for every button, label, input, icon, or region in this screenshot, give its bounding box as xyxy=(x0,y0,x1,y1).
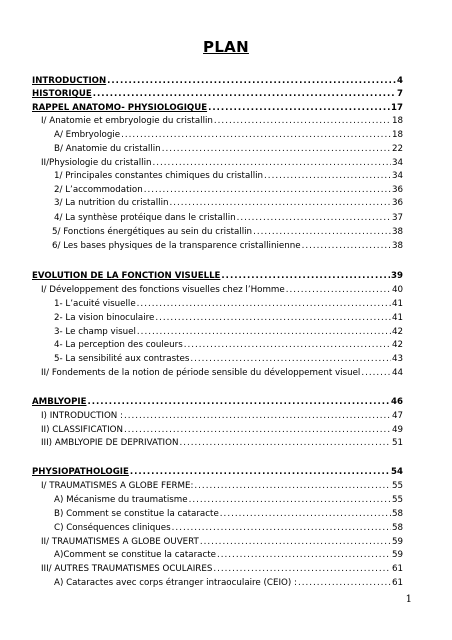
toc-entry-label: I) INTRODUCTION : xyxy=(41,411,123,421)
toc-entry-page: 36 xyxy=(391,185,403,195)
dot-leader xyxy=(237,212,391,224)
toc-entry xyxy=(54,143,403,155)
toc-entry-page: 44 xyxy=(391,368,403,378)
toc-entry-label: III/ AUTRES TRAUMATISMES OCULAIRES xyxy=(41,564,213,574)
dot-leader xyxy=(93,88,396,100)
toc-entry-page: 39 xyxy=(391,271,403,281)
toc-entry-label: 2- La vision binoculaire xyxy=(54,313,155,323)
dot-leader xyxy=(170,197,391,209)
toc-section xyxy=(32,102,403,114)
dot-leader xyxy=(130,466,390,478)
toc-entry-page: 55 xyxy=(391,495,403,505)
toc-entry xyxy=(41,536,403,548)
toc-entry-page: 58 xyxy=(391,523,403,533)
toc-entry-label: A/ Embryologie xyxy=(54,130,121,140)
toc-entry-page: 36 xyxy=(391,198,403,208)
toc-entry xyxy=(54,353,403,365)
dot-leader xyxy=(153,157,391,169)
toc-entry-page: 4 xyxy=(397,76,403,86)
toc-entry xyxy=(41,563,403,575)
toc-entry xyxy=(54,577,403,589)
toc-entry-label: 5/ Fonctions énergétiques au sein du cristallin xyxy=(52,227,253,237)
toc-entry-label: EVOLUTION DE LA FONCTION VISUELLE xyxy=(32,271,221,281)
dot-leader xyxy=(200,536,391,548)
toc-entry-label: HISTORIQUE xyxy=(32,89,92,99)
toc-entry-label: 5- La sensibilité aux contrastes xyxy=(54,354,190,364)
toc-entry-page: 18 xyxy=(391,130,403,140)
toc-entry-label: 1- L’acuité visuelle xyxy=(54,299,136,309)
dot-leader xyxy=(124,424,391,436)
page-number: 1 xyxy=(405,594,412,605)
dot-leader xyxy=(221,270,390,282)
toc-entry-page: 43 xyxy=(391,354,403,364)
toc-entry-page: 42 xyxy=(391,340,403,350)
toc-entry xyxy=(41,437,403,449)
dot-leader xyxy=(155,312,391,324)
toc-entry xyxy=(52,226,403,238)
toc-section xyxy=(32,75,403,87)
toc-entry xyxy=(41,480,403,492)
toc-entry-page: 42 xyxy=(391,327,403,337)
dot-leader xyxy=(361,367,391,379)
toc-entry-label: II/ Fondements de la notion de période sensible du développement visuel xyxy=(41,368,361,378)
toc-entry-page: 34 xyxy=(391,171,403,181)
dot-leader xyxy=(107,75,396,87)
toc-entry-label: INTRODUCTION xyxy=(32,76,107,86)
toc-entry-page: 17 xyxy=(391,103,403,113)
toc-entry-page: 34 xyxy=(391,158,403,168)
dot-leader xyxy=(214,115,391,127)
toc-entry xyxy=(54,212,403,224)
toc-entry xyxy=(54,339,403,351)
toc-entry xyxy=(54,184,403,196)
dot-leader xyxy=(137,298,391,310)
toc-section xyxy=(32,396,403,408)
dot-leader xyxy=(208,102,390,114)
toc-entry-page: 46 xyxy=(391,397,403,407)
toc-entry-page: 61 xyxy=(391,564,403,574)
toc-entry xyxy=(52,240,403,252)
dot-leader xyxy=(253,226,391,238)
toc-entry-label: C) Conséquences cliniques xyxy=(54,523,171,533)
dot-leader xyxy=(264,170,391,182)
toc-entry-label: 1/ Principales constantes chimiques du cristallin xyxy=(54,171,264,181)
toc-entry-label: RAPPEL ANATOMO- PHYSIOLOGIQUE xyxy=(32,103,208,113)
toc-entry xyxy=(41,284,403,296)
toc-entry xyxy=(54,129,403,141)
toc-entry xyxy=(54,197,403,209)
toc-entry-page: 41 xyxy=(391,313,403,323)
toc-entry-page: 38 xyxy=(391,227,403,237)
toc-section xyxy=(32,466,403,478)
toc-entry-label: 4- La perception des couleurs xyxy=(54,340,183,350)
toc-entry-page: 7 xyxy=(397,89,403,99)
toc-entry-page: 18 xyxy=(391,116,403,126)
dot-leader xyxy=(179,437,390,449)
toc-entry-label: PHYSIOPATHOLOGIE xyxy=(32,467,129,477)
toc-entry-page: 59 xyxy=(391,537,403,547)
toc-entry-label: I/ Anatomie et embryologie du cristallin xyxy=(41,116,213,126)
toc-entry-page: 37 xyxy=(391,213,403,223)
toc-entry-label: A)Comment se constitue la cataracte xyxy=(54,550,217,560)
toc-entry xyxy=(41,410,403,422)
toc-entry xyxy=(54,326,403,338)
dot-leader xyxy=(189,494,391,506)
toc-entry-label: 4/ La synthèse protéique dans le cristallin xyxy=(54,213,236,223)
toc-entry-label: B) Comment se constitue la cataracte xyxy=(54,509,219,519)
dot-leader xyxy=(144,184,391,196)
dot-leader xyxy=(302,240,391,252)
toc-section xyxy=(32,88,403,100)
dot-leader xyxy=(298,577,391,589)
toc-entry xyxy=(54,298,403,310)
toc-entry xyxy=(54,522,403,534)
toc-entry-page: 38 xyxy=(391,241,403,251)
toc-entry-label: III) AMBLYOPIE DE DEPRIVATION xyxy=(41,438,179,448)
toc-entry-label: II/Physiologie du cristallin xyxy=(41,158,152,168)
dot-leader xyxy=(217,549,391,561)
toc-entry-page: 40 xyxy=(391,285,403,295)
toc-entry-page: 61 xyxy=(391,578,403,588)
toc-entry-page: 59 xyxy=(391,550,403,560)
toc-entry-label: I/ Développement des fonctions visuelles chez l’Homme xyxy=(41,285,285,295)
dot-leader xyxy=(87,396,390,408)
toc-entry-page: 49 xyxy=(391,425,403,435)
toc-entry xyxy=(41,157,403,169)
dot-leader xyxy=(184,339,391,351)
dot-leader xyxy=(194,480,391,492)
toc-entry-page: 22 xyxy=(391,144,403,154)
toc-entry-label: 3/ La nutrition du cristallin xyxy=(54,198,169,208)
toc-entry xyxy=(41,367,403,379)
page-title: PLAN xyxy=(203,38,249,56)
dot-leader xyxy=(213,563,391,575)
toc-entry xyxy=(54,494,403,506)
toc-section xyxy=(32,270,403,282)
toc-entry xyxy=(54,312,403,324)
toc-entry-label: B/ Anatomie du cristallin xyxy=(54,144,161,154)
toc-entry-page: 51 xyxy=(391,438,403,448)
toc-entry-label: 3- Le champ visuel xyxy=(54,327,136,337)
dot-leader xyxy=(121,129,391,141)
toc-entry-page: 41 xyxy=(391,299,403,309)
dot-leader xyxy=(190,353,391,365)
toc-entry-page: 58 xyxy=(391,509,403,519)
toc-entry xyxy=(41,115,403,127)
toc-entry-label: I/ TRAUMATISMES A GLOBE FERME: xyxy=(41,481,194,491)
toc-entry-label: A) Cataractes avec corps étranger intraoculaire (CEIO) : xyxy=(54,578,297,588)
toc-entry-label: II) CLASSIFICATION xyxy=(41,425,124,435)
toc-entry xyxy=(54,508,403,520)
toc-entry-label: 6/ Les bases physiques de la transparence cristallinienne xyxy=(52,241,301,251)
toc-entry-page: 47 xyxy=(391,411,403,421)
dot-leader xyxy=(162,143,391,155)
toc-entry-page: 54 xyxy=(391,467,403,477)
toc-entry-page: 55 xyxy=(391,481,403,491)
toc-entry-label: II/ TRAUMATISMES A GLOBE OUVERT xyxy=(41,537,199,547)
dot-leader xyxy=(124,410,391,422)
dot-leader xyxy=(220,508,391,520)
dot-leader xyxy=(137,326,391,338)
dot-leader xyxy=(172,522,391,534)
toc-entry-label: 2/ L’accommodation xyxy=(54,185,143,195)
dot-leader xyxy=(286,284,391,296)
toc-entry-label: AMBLYOPIE xyxy=(32,397,87,407)
toc-entry xyxy=(41,424,403,436)
toc-entry xyxy=(54,170,403,182)
toc-entry xyxy=(54,549,403,561)
toc-entry-label: A) Mécanisme du traumatisme xyxy=(54,495,188,505)
